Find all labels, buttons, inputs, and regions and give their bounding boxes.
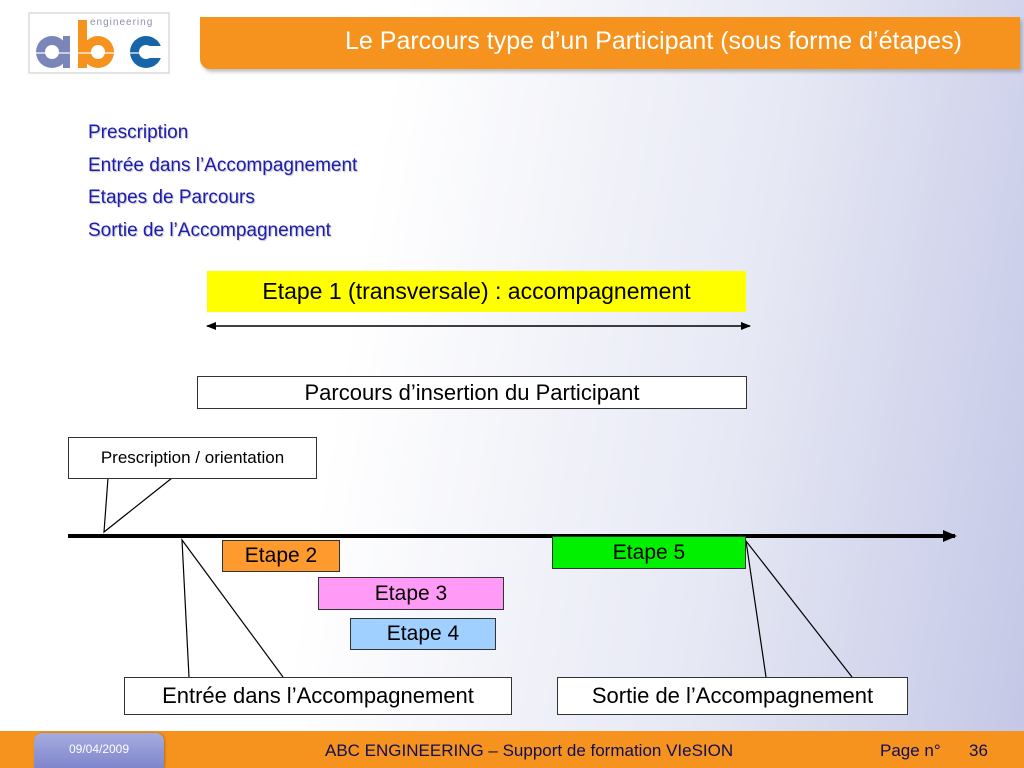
footer-text: ABC ENGINEERING – Support de formation VIeSION (325, 741, 734, 760)
page-number: 36 (969, 741, 988, 760)
callout-pointer (104, 478, 172, 532)
page-label: Page n° (880, 741, 941, 760)
etape4-box: Etape 4 (350, 618, 496, 650)
footer-date: 09/04/2009 (34, 733, 164, 768)
agenda-item: Prescription (88, 122, 189, 143)
agenda-item: Etapes de Parcours (88, 187, 255, 208)
etape2-box: Etape 2 (222, 540, 340, 572)
logo-subtext: engineering (90, 17, 154, 28)
etape3-box: Etape 3 (318, 577, 504, 610)
sortie-pointer (746, 541, 852, 677)
etape1-box: Etape 1 (transversale) : accompagnement (207, 271, 746, 312)
entree-callout: Entrée dans l’Accompagnement (124, 677, 512, 715)
etape5-box: Etape 5 (552, 536, 746, 569)
agenda-item: Entrée dans l’Accompagnement (88, 154, 358, 176)
prescription-callout: Prescription / orientation (68, 437, 317, 479)
slide-title: Le Parcours type d’un Participant (sous forme d’étapes) (345, 27, 962, 55)
agenda-item: Sortie de l’Accompagnement (88, 219, 331, 241)
sortie-callout: Sortie de l’Accompagnement (557, 677, 908, 715)
parcours-box: Parcours d’insertion du Participant (197, 376, 747, 409)
